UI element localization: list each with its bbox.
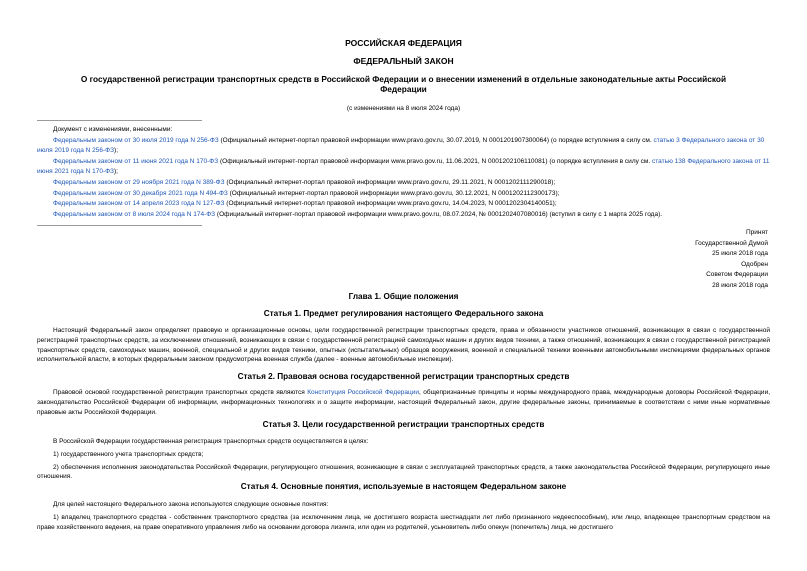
amendment-article-link[interactable]: статью 3 Федерального закона от 30 июля 2019 года N 256-ФЗ [37,136,765,155]
amendment-item [37,210,770,221]
article-paragraph [37,388,770,417]
amendment-text: (Официальный интернет-портал правовой информации www.pravo.gov.ru, 08.07.2024, № 0001202407080016) (вступил в силу с 1 марта 2025 года). [215,210,663,218]
article-paragraph: 1) государственного учета транспортных средств; [53,450,204,458]
revision-note: (с изменениями на 8 июля 2024 года) [346,105,461,112]
article-paragraph: 2) обеспечения исполнения законодательства Российской Федерации, регулирующего отношения, возникающие в связи с эксплуатацией транспортных средств, а также законодательства Российской Федерации, регулирующего иные отношения. [37,463,770,481]
acceptance-line: Советом Федерации [706,271,768,279]
amendment-link[interactable]: Федеральным законом от 8 июля 2024 года N 174-ФЗ [53,210,216,218]
amendment-link[interactable]: Федеральным законом от 11 июня 2021 года N 170-ФЗ [53,157,219,165]
divider-top [37,120,202,121]
article-4-title: Статья 4. Основные понятия, используемые в настоящем Федеральном законе [240,482,567,491]
amendments-intro: Документ с изменениями, внесенными: [53,126,173,133]
article-2-text-pre: Правовой основой государственной регистрации транспортных средств являются [53,389,308,396]
country-heading: РОССИЙСКАЯ ФЕДЕРАЦИЯ [345,38,462,48]
article-4-body [37,500,770,535]
acceptance-line: Одобрен [741,260,768,268]
acceptance-line: 25 июля 2018 года [712,250,768,258]
amendment-item [37,199,770,210]
chapter-heading: Глава 1. Общие положения [348,292,459,301]
amendment-text: (Официальный интернет-портал правовой информации www.pravo.gov.ru, 11.06.2021, N 0001202106110081) (о порядке вступления в силу см. [218,157,652,165]
article-3-body [37,437,770,485]
amendment-link[interactable]: Федеральным законом от 30 декабря 2021 года N 494-ФЗ [53,189,228,197]
article-3-title: Статья 3. Цели государственной регистрации транспортных средств [262,420,545,429]
amendment-item [37,157,770,178]
amendment-text: (Официальный интернет-портал правовой информации www.pravo.gov.ru, 29.11.2021, N 0001202111290018); [224,178,556,186]
article-1-body [37,326,770,368]
amendment-item [37,136,770,157]
amendment-text: (Официальный интернет-портал правовой информации www.pravo.gov.ru, 14.04.2023, N 0001202304140051); [224,200,557,208]
law-title: О государственной регистрации транспортных средств в Российской Федерации и о внесении изменений в отдельные законодательные акты Российской Федерации [80,74,727,94]
article-1-title: Статья 1. Предмет регулирования настоящего Федерального закона [263,309,544,318]
amendment-tail: ); [113,168,118,176]
article-paragraph: 1) владелец транспортного средства - собственник транспортного средства (за исключением лица, не достигшего возраста шестнадцати лет либо признанного недееспособным), или лицо, владеющее транспортным средством на праве хозяйственного ведения, на праве оперативного управления либо на основании договора лизинга, или один из родителей, усыновитель либо опекун (попечитель) лица, не достигшего [37,513,770,531]
document-kind-heading: ФЕДЕРАЛЬНЫЙ ЗАКОН [353,56,454,66]
amendment-link[interactable]: Федеральным законом от 29 ноября 2021 года N 389-ФЗ [53,178,225,186]
article-2-body [37,388,770,420]
amendment-link[interactable]: Федеральным законом от 30 июля 2019 года N 256-ФЗ [53,136,219,144]
amendment-tail: ); [114,147,119,155]
acceptance-block [628,228,768,292]
acceptance-line: Принят [745,229,768,236]
amendment-article-link[interactable]: статью 138 Федерального закона от 11 июня 2021 года N 170-ФЗ [37,157,770,176]
amendment-text: (Официальный интернет-портал правовой информации www.pravo.gov.ru, 30.12.2021, N 0001202112300173); [227,189,560,197]
divider-bottom [37,225,202,226]
amendment-item [37,178,770,189]
acceptance-line: 28 июля 2018 года [712,281,768,289]
constitution-link[interactable]: Конституция Российской Федерации [307,389,420,396]
article-2-text-post: , общепризнанные принципы и нормы международного права, международные договоры Российской Федерации, законодательство Российской Федерации об информации, информационных технологиях и о защите информации, настоящий Федеральный закон, другие федеральные законы, принимаемые в соответствии с ними иные нормативные правовые акты Российской Федерации. [37,389,771,416]
amendments-list [37,125,770,220]
amendment-link[interactable]: Федеральным законом от 14 апреля 2023 года N 127-ФЗ [53,200,225,208]
article-paragraph: В Российской Федерации государственная регистрация транспортных средств осуществляется в целях: [53,438,369,445]
article-paragraph: Настоящий Федеральный закон определяет правовую и организационные основы, цели государственной регистрации транспортных средств, права и обязанности участников отношений, возникающих в связи с государственной регистрацией транспортных средств, за исключением отношений, возникающих в связи с государственной регистрацией самоходных машин и других видов техники, а также отношений, возникающих в связи с государственной регистрацией транспортных средств, самоходных машин, военной, специальной и других видов техники, опытных (испытательных) образцов вооружения, военной и специальной техники военными автомобильными инспекциями федеральных органов исполнительной власти, в которых федеральным законом предусмотрена военная служба (далее - военные автомобильные инспекции). [37,327,770,364]
article-2-title: Статья 2. Правовая основа государственной регистрации транспортных средств [237,372,570,381]
amendment-text: (Официальный интернет-портал правовой информации www.pravo.gov.ru, 30.07.2019, N 0001201907300064) (о порядке вступления в силу см. [218,136,654,144]
acceptance-line: Государственной Думой [695,239,768,247]
article-paragraph: Для целей настоящего Федерального закона используются следующие основные понятия: [53,501,329,508]
amendment-item [37,189,770,200]
